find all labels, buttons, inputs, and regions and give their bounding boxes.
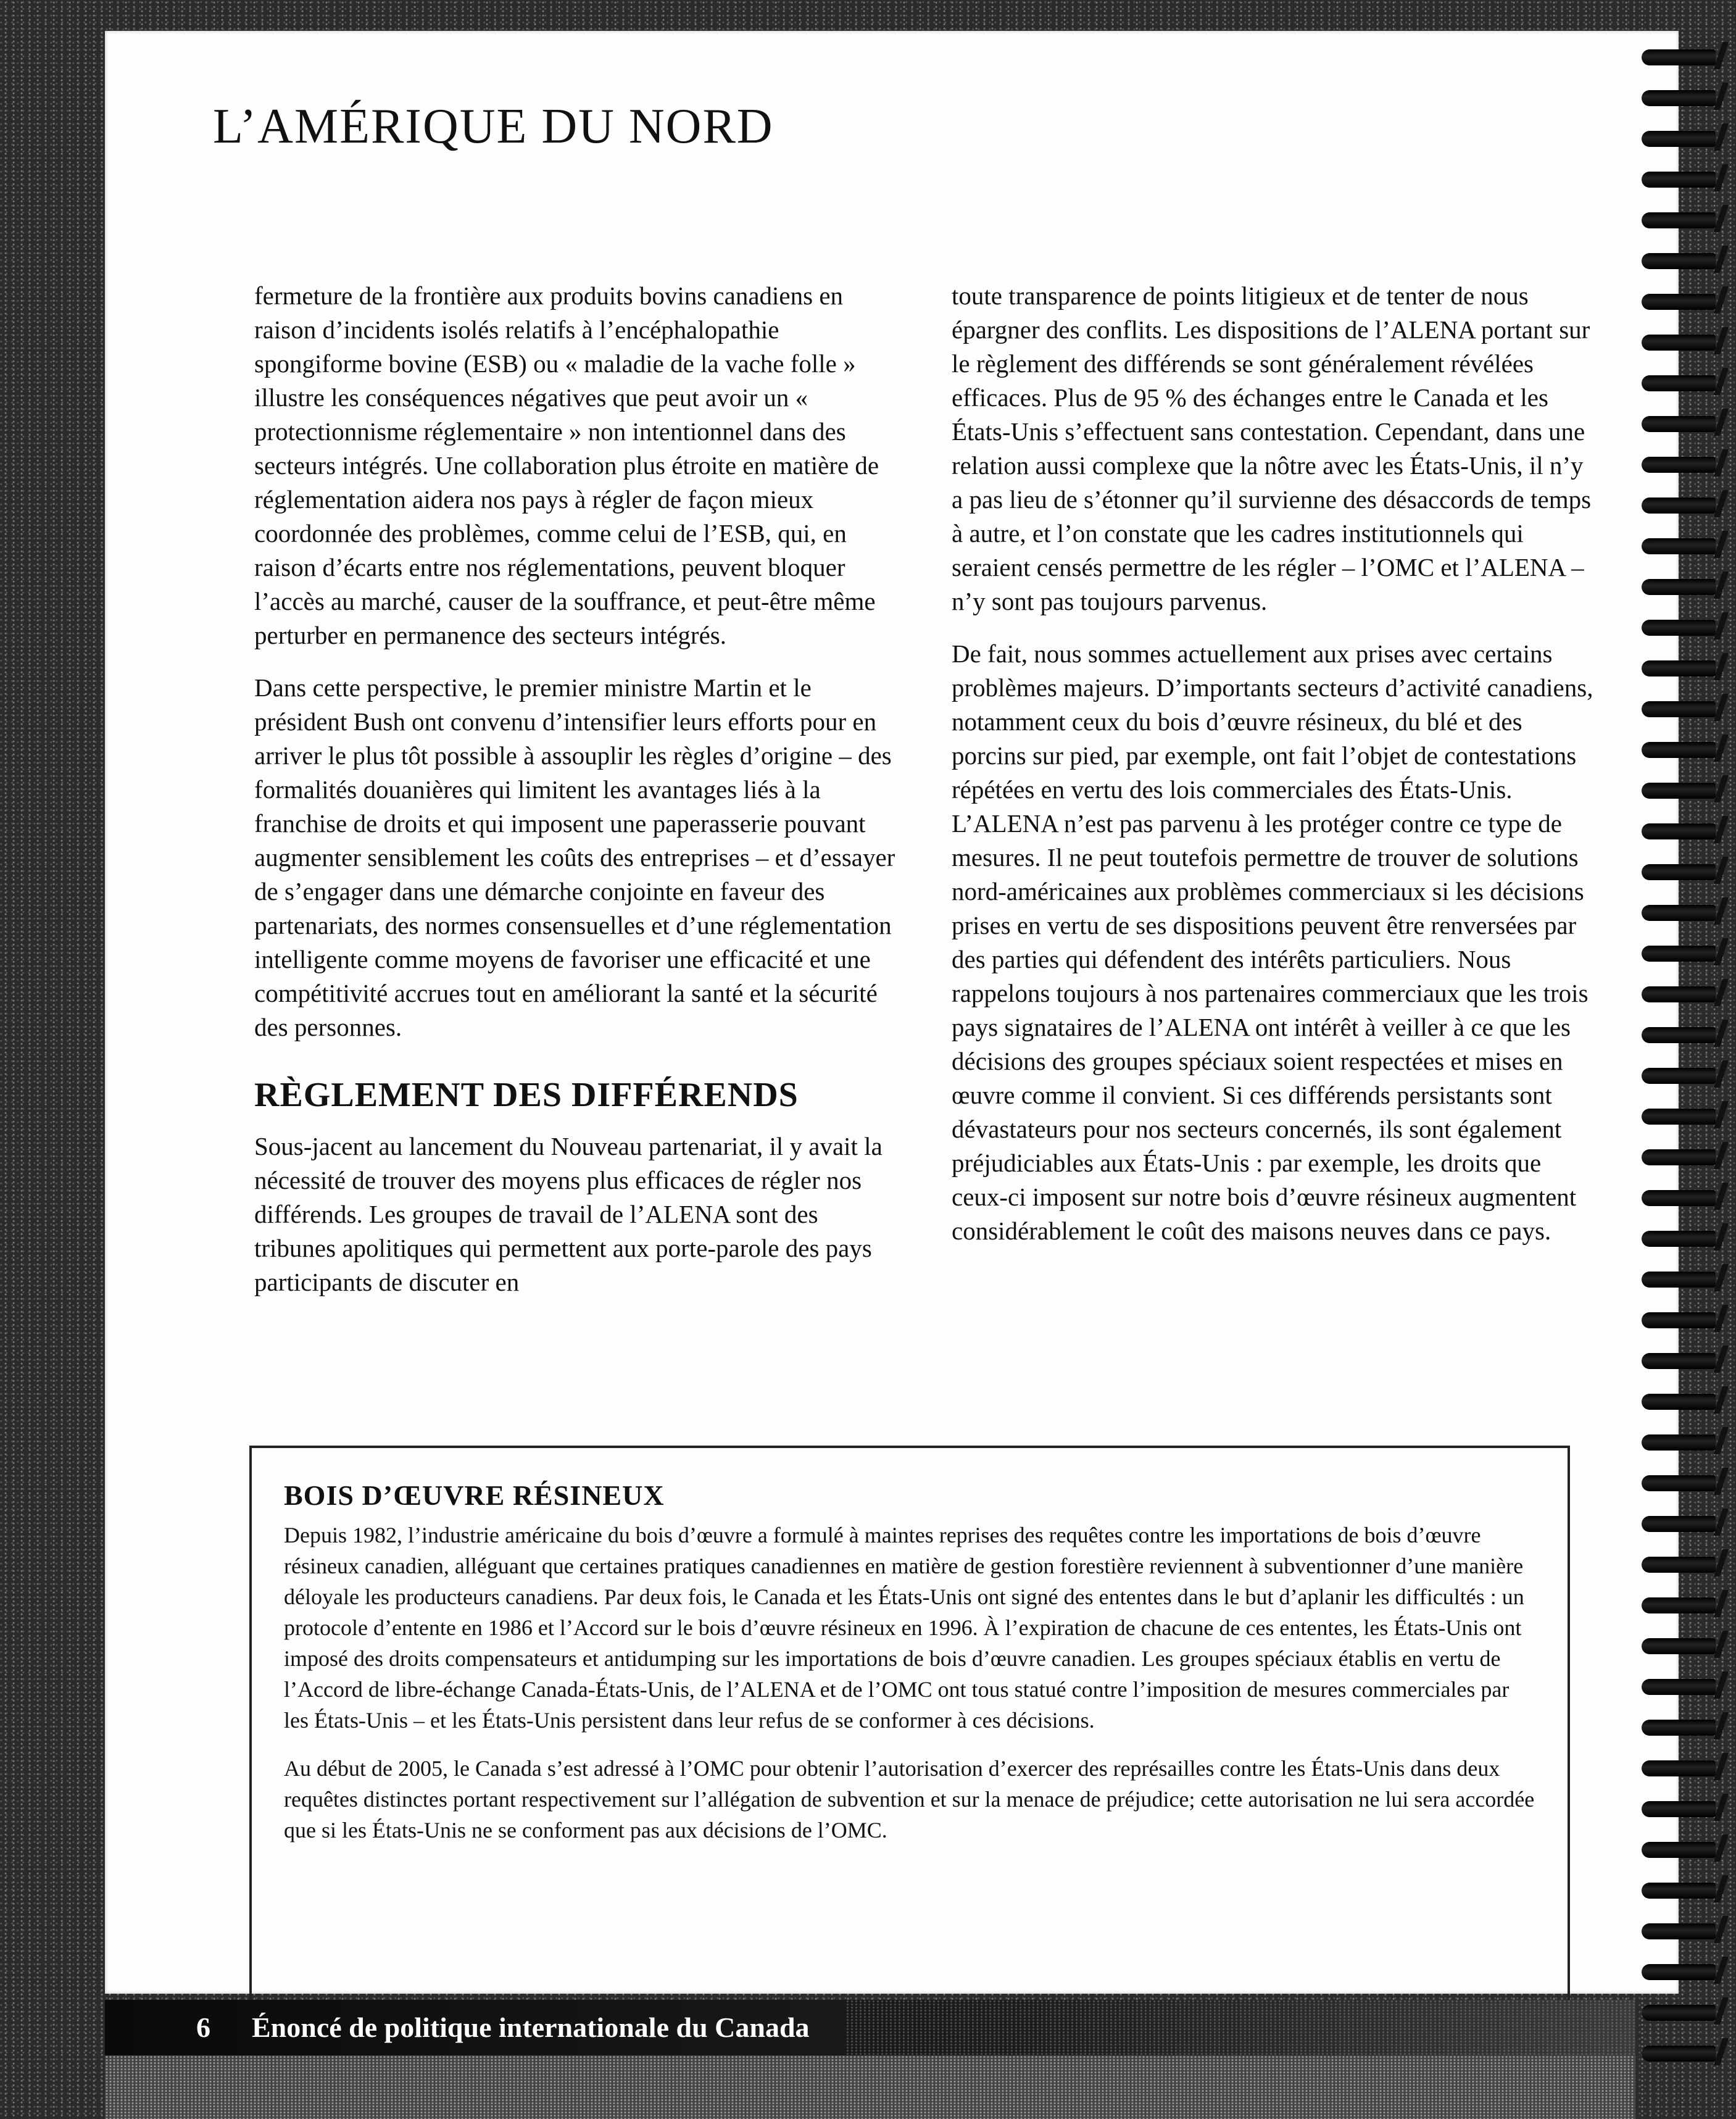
- spiral-coil: [1642, 1883, 1716, 1899]
- spiral-coil: [1642, 660, 1716, 676]
- spiral-coil: [1642, 1760, 1716, 1776]
- spiral-coil: [1642, 416, 1716, 432]
- spiral-coil: [1642, 1679, 1716, 1695]
- spiral-coil: [1642, 2005, 1716, 2021]
- spiral-coil: [1642, 1801, 1716, 1817]
- spiral-coil: [1642, 1272, 1716, 1288]
- spiral-coil: [1642, 579, 1716, 595]
- spiral-coil: [1642, 620, 1716, 636]
- spiral-coil: [1642, 90, 1716, 106]
- spiral-coil: [1642, 905, 1716, 921]
- spiral-binding: [1642, 49, 1734, 2119]
- spiral-coil: [1642, 1068, 1716, 1084]
- spiral-coil: [1642, 1557, 1716, 1573]
- spiral-coil: [1642, 1190, 1716, 1206]
- spiral-coil: [1642, 49, 1716, 65]
- spiral-coil: [1642, 783, 1716, 799]
- page-number: 6: [196, 2012, 210, 2043]
- spiral-coil: [1642, 172, 1716, 188]
- sidebar-paragraph: Depuis 1982, l’industrie américaine du bois d’œuvre a formulé à maintes reprises des requêtes contre les importations de bois d’œuvre résineux canadien, alléguant que certaines pratiques canadiennes en matière de gestion forestière reviennent à subventionner d’une manière déloyale les producteurs canadiens. Par deux fois, le Canada et les États-Unis ont signé des ententes dans le but d’aplanir les difficultés : un protocole d’entente en 1986 et l’Accord sur le bois d’œuvre résineux en 1996. À l’expiration de chacune de ces ententes, les États-Unis ont imposé des droits compensateurs et antidumping sur les importations de bois d’œuvre canadien. Les groupes spéciaux établis en vertu de l’Accord de libre-échange Canada-États-Unis, de l’ALENA et de l’OMC ont tous statué contre l’imposition de mesures commerciales par les États-Unis – et les États-Unis persistent dans leur refus de se conformer à ces décisions.: [284, 1523, 1524, 1733]
- body-paragraph: toute transparence de points litigieux et de tenter de nous épargner des conflits. Les dispositions de l’ALENA portant sur le règlement des différends se sont généralement révélées efficaces. Plus de 95 % des échanges entre le Canada et les États-Unis s’effectuent sans contestation. Cependant, dans une relation aussi complexe que la nôtre avec les États-Unis, il n’y a pas lieu de s’étonner qu’il survienne des désaccords de temps à autre, et l’on constate que les cadres institutionnels qui seraient censés permettre de les régler – l’OMC et l’ALENA – n’y sont pas toujours parvenus.: [952, 281, 1592, 615]
- publication-title: Énoncé de politique internationale du Canada: [252, 2012, 810, 2043]
- sidebar-box: [249, 1446, 1570, 2069]
- spiral-coil: [1642, 1312, 1716, 1328]
- body-paragraph: De fait, nous sommes actuellement aux prises avec certains problèmes majeurs. D’importants secteurs d’activité canadiens, notamment ceux du bois d’œuvre résineux, du blé et des porcins sur pied, par exemple, ont fait l’objet de contestations répétées en vertu des lois commerciales des États-Unis. L’ALENA n’est pas parvenu à les protéger contre ce type de mesures. Il ne peut toutefois permettre de trouver de solutions nord-américaines aux problèmes commerciaux si les décisions prises en vertu de ses dispositions peuvent être renversées par des parties qui défendent des intérêts particuliers. Nous rappelons toujours à nos partenaires commerciaux que les trois pays signataires de l’ALENA ont intérêt à veiller à ce que les décisions des groupes spéciaux soient respectées et mises en œuvre comme il convient. Si ces différends persistants sont dévastateurs pour nos secteurs concernés, ils sont également préjudiciables aux États-Unis : par exemple, les droits que ceux-ci imposent sur notre bois d’œuvre résineux augmentent considérablement le coût des maisons neuves dans ce pays.: [952, 639, 1593, 1245]
- spiral-coil: [1642, 1149, 1716, 1165]
- sidebar-paragraph: Au début de 2005, le Canada s’est adressé à l’OMC pour obtenir l’autorisation d’exercer des représailles contre les États-Unis dans deux requêtes distinctes portant respectivement sur l’allégation de subvention et sur la menace de préjudice; cette autorisation ne lui sera accordée que si les États-Unis ne se conforment pas aux décisions de l’OMC.: [284, 1756, 1535, 1842]
- body-paragraph: Sous-jacent au lancement du Nouveau partenariat, il y avait la nécessité de trouver des moyens plus efficaces de régler nos différends. Les groupes de travail de l’ALENA sont des tribunes apolitiques qui permettent aux porte-parole des pays participants de discuter en: [254, 1132, 883, 1296]
- spiral-coil: [1642, 1353, 1716, 1369]
- spiral-coil: [1642, 1394, 1716, 1410]
- spiral-coil: [1642, 497, 1716, 514]
- spiral-coil: [1642, 823, 1716, 839]
- spiral-coil: [1642, 1109, 1716, 1125]
- spiral-coil: [1642, 538, 1716, 554]
- spiral-coil: [1642, 253, 1716, 269]
- spiral-coil: [1642, 1964, 1716, 1980]
- spiral-coil: [1642, 131, 1716, 147]
- spiral-coil: [1642, 1923, 1716, 1939]
- left-column: [254, 279, 896, 1318]
- spiral-coil: [1642, 1638, 1716, 1654]
- section-heading: RÈGLEMENT DES DIFFÉRENDS: [254, 1076, 799, 1114]
- footer-grain: [845, 2000, 1635, 2055]
- spiral-coil: [1642, 2046, 1716, 2062]
- spiral-coil: [1642, 1027, 1716, 1043]
- spiral-coil: [1642, 946, 1716, 962]
- spiral-coil: [1642, 701, 1716, 717]
- right-column: [952, 279, 1600, 1267]
- bottom-scan-strip: [105, 2055, 1635, 2119]
- spiral-coil: [1642, 742, 1716, 758]
- sidebar-heading: BOIS D’ŒUVRE RÉSINEUX: [284, 1480, 665, 1511]
- spiral-coil: [1642, 1597, 1716, 1613]
- spiral-coil: [1642, 864, 1716, 880]
- spiral-coil: [1642, 212, 1716, 228]
- spiral-coil: [1642, 457, 1716, 473]
- page-title: L’AMÉRIQUE DU NORD: [213, 99, 774, 154]
- spiral-coil: [1642, 375, 1716, 391]
- spiral-coil: [1642, 1516, 1716, 1532]
- spiral-coil: [1642, 986, 1716, 1002]
- body-paragraph: Dans cette perspective, le premier ministre Martin et le président Bush ont convenu d’intensifier leurs efforts pour en arriver le plus tôt possible à assouplir les règles d’origine – des formalités douanières qui limitent les avantages liés à la franchise de droits et qui imposent une paperasserie pouvant augmenter sensiblement les coûts des entreprises – et d’essayer de s’engager dans une démarche conjointe en faveur des partenariats, des normes consensuelles et d’une réglementation intelligente comme moyens de favoriser une efficacité et une compétitivité accrues tout en améliorant la santé et la sécurité des personnes.: [254, 673, 895, 1041]
- spiral-coil: [1642, 1720, 1716, 1736]
- spiral-coil: [1642, 335, 1716, 351]
- spiral-coil: [1642, 294, 1716, 310]
- spiral-coil: [1642, 1842, 1716, 1858]
- spiral-coil: [1642, 1434, 1716, 1451]
- body-paragraph: fermeture de la frontière aux produits bovins canadiens en raison d’incidents isolés relatifs à l’encéphalopathie spongiforme bovine (ESB) ou « maladie de la vache folle » illustre les conséquences négatives que peut avoir un « protectionnisme réglementaire » non intentionnel dans des secteurs intégrés. Une collaboration plus étroite en matière de réglementation aidera nos pays à régler de façon mieux coordonnée des problèmes, comme celui de l’ESB, qui, en raison d’écarts entre nos réglementations, peuvent bloquer l’accès au marché, causer de la souffrance, et peut-être même perturber en permanence des secteurs intégrés.: [254, 281, 879, 649]
- spiral-coil: [1642, 1475, 1716, 1491]
- spiral-coil: [1642, 1231, 1716, 1247]
